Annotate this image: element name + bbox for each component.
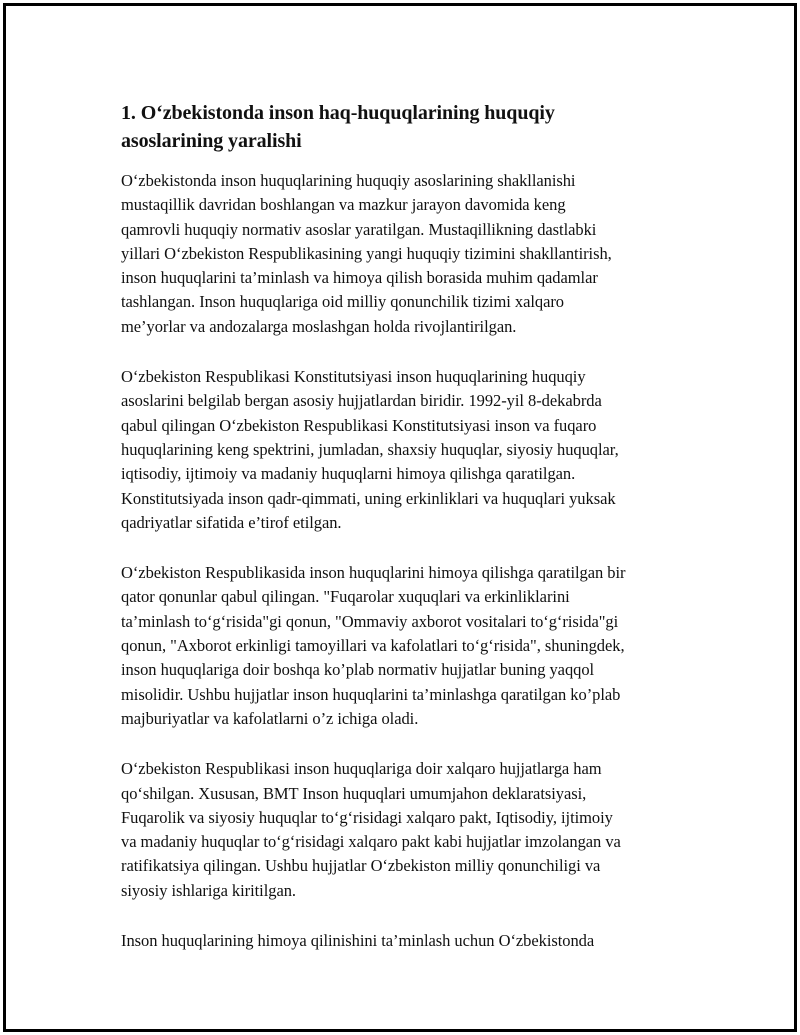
paragraph-line: asoslarini belgilab bergan asosiy hujjatlardan biridir. 1992-yil 8-dekabrda: [121, 391, 602, 411]
paragraph-line: Inson huquqlarining himoya qilinishini ta’minlash uchun O‘zbekistonda: [121, 931, 595, 951]
heading-line: asoslarining yaralishi: [121, 130, 302, 152]
paragraph-line: me’yorlar va andozalarga moslashgan holda rivojlantirilgan.: [121, 316, 517, 336]
paragraph-line: mustaqillik davridan boshlangan va mazkur jarayon davomida keng: [121, 195, 566, 215]
document-body: [121, 99, 701, 979]
paragraph: [121, 929, 701, 953]
paragraph: [121, 757, 701, 903]
paragraph-line: misolidir. Ushbu hujjatlar inson huquqlarini ta’minlashga qaratilgan ko’plab: [121, 684, 621, 704]
heading-line: 1. O‘zbekistonda inson haq-huquqlarining huquqiy: [121, 102, 555, 124]
paragraph-line: qonun, "Axborot erkinligi tamoyillari va kafolatlari to‘g‘risida", shuningdek,: [121, 636, 625, 656]
paragraph-line: iqtisodiy, ijtimoiy va madaniy huquqlarni himoya qilishga qaratilgan.: [121, 464, 576, 484]
paragraph-line: ta’minlash to‘g‘risida"gi qonun, "Ommaviy axborot vositalari to‘g‘risida"gi: [121, 611, 619, 631]
paragraph-line: Konstitutsiyada inson qadr-qimmati, uning erkinliklari va huquqlari yuksak: [121, 488, 616, 508]
paragraph: [121, 365, 701, 535]
paragraph-line: yillari O‘zbekiston Respublikasining yangi huquqiy tizimini shakllantirish,: [121, 243, 612, 263]
paragraph-line: qamrovli huquqiy normativ asoslar yaratilgan. Mustaqillikning dastlabki: [121, 219, 597, 239]
paragraph-line: inson huquqlarini ta’minlash va himoya qilish borasida muhim qadamlar: [121, 268, 598, 288]
paragraph-line: O‘zbekistonda inson huquqlarining huquqiy asoslarining shakllanishi: [121, 171, 576, 190]
paragraph-line: qabul qilingan O‘zbekiston Respublikasi Konstitutsiyasi inson va fuqaro: [121, 415, 597, 435]
paragraph-line: inson huquqlariga doir boshqa ko’plab normativ hujjatlar buning yaqqol: [121, 660, 595, 680]
paragraph-line: va madaniy huquqlar to‘g‘risidagi xalqaro pakt kabi hujjatlar imzolangan va: [121, 832, 621, 852]
section-heading: [121, 99, 701, 155]
paragraph-line: huquqlarining keng spektrini, jumladan, shaxsiy huquqlar, siyosiy huquqlar,: [121, 439, 619, 459]
paragraph-line: qator qonunlar qabul qilingan. "Fuqarolar xuquqlari va erkinliklarini: [121, 587, 570, 607]
paragraph-line: qo‘shilgan. Xususan, BMT Inson huquqlari umumjahon deklaratsiyasi,: [121, 783, 587, 803]
paragraph-line: O‘zbekiston Respublikasi Konstitutsiyasi inson huquqlarining huquqiy: [121, 367, 586, 387]
paragraph-line: O‘zbekiston Respublikasida inson huquqlarini himoya qilishga qaratilgan bir: [121, 563, 626, 583]
page-frame: [3, 3, 797, 1032]
paragraph-line: Fuqarolik va siyosiy huquqlar to‘g‘risidagi xalqaro pakt, Iqtisodiy, ijtimoiy: [121, 807, 613, 827]
paragraph-line: tashlangan. Inson huquqlariga oid milliy qonunchilik tizimi xalqaro: [121, 292, 564, 312]
paragraph-line: qadriyatlar sifatida e’tirof etilgan.: [121, 512, 342, 532]
paragraph-line: O‘zbekiston Respublikasi inson huquqlariga doir xalqaro hujjatlarga ham: [121, 759, 602, 779]
paragraph: [121, 169, 701, 339]
paragraph-line: ratifikatsiya qilingan. Ushbu hujjatlar O‘zbekiston milliy qonunchiligi va: [121, 856, 601, 876]
paragraph-line: siyosiy ishlariga kiritilgan.: [121, 880, 296, 900]
paragraph-line: majburiyatlar va kafolatlarni o’z ichiga oladi.: [121, 708, 419, 728]
paragraph: [121, 561, 701, 731]
